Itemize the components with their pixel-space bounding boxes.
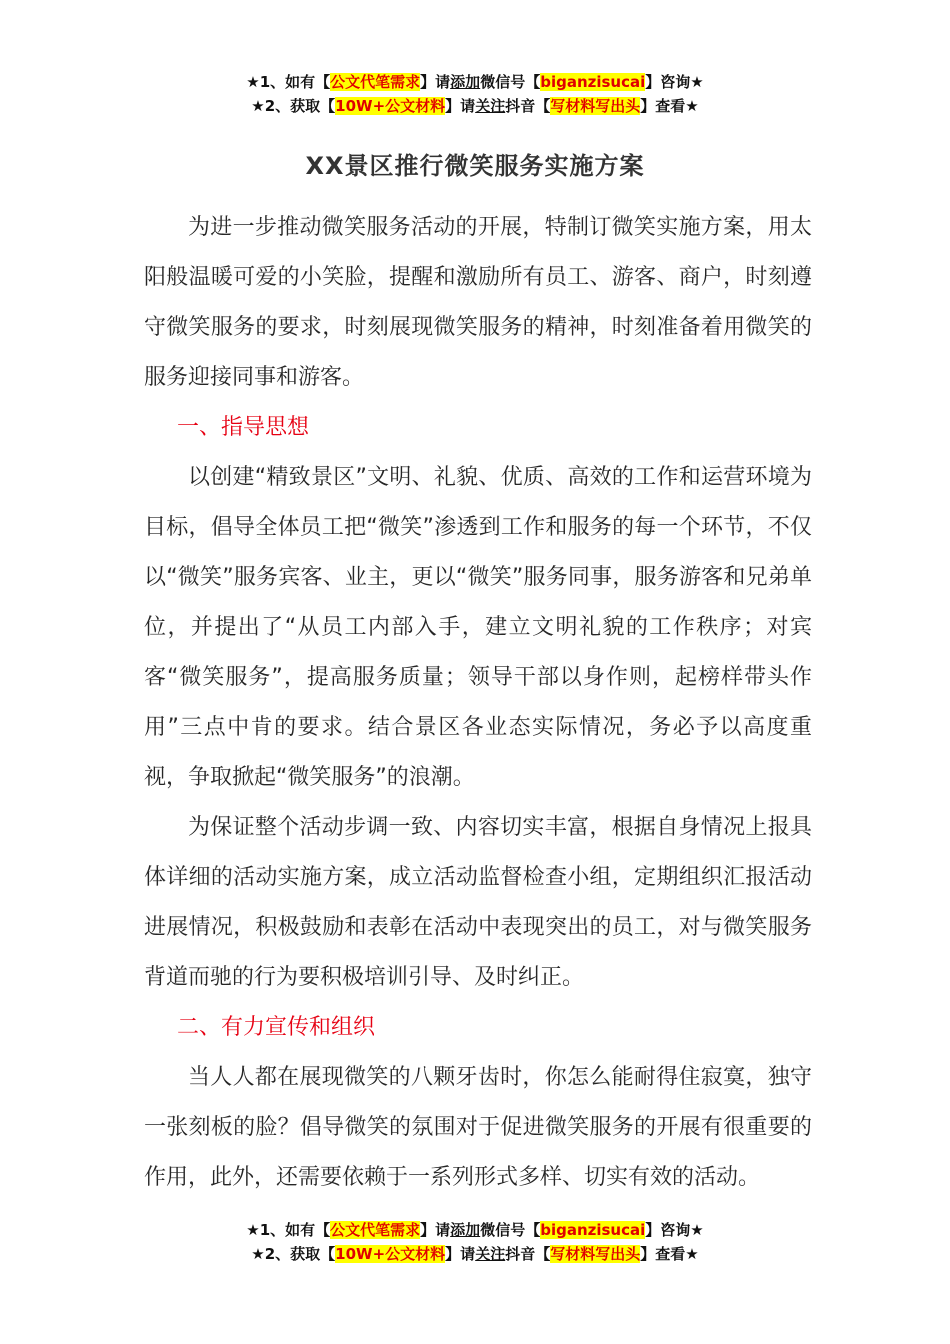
- promo-line-1: [0, 70, 950, 94]
- promo-text: 2、获取【: [264, 1245, 336, 1263]
- section1-paragraph-2: 为保证整个活动步调一致、内容切实丰富，根据自身情况上报具体详细的活动实施方案，成立活动监督检查小组，定期组织汇报活动进展情况，积极鼓励和表彰在活动中表现突出的员工，对与微笑服务背道而驰的行为要积极培训引导、及时纠正。: [144, 815, 812, 990]
- promo-text: 】咨询: [645, 1221, 691, 1239]
- promo-text: 】咨询: [645, 73, 691, 91]
- promo-banner-bottom: [0, 1218, 950, 1266]
- promo-text: 1、如有【: [259, 1221, 331, 1239]
- star-icon: ★: [251, 1245, 265, 1263]
- promo-banner-top: [0, 70, 950, 118]
- star-icon: ★: [690, 1221, 704, 1239]
- promo-text: 抖音【: [505, 97, 551, 115]
- promo-text: 】查看: [640, 1245, 686, 1263]
- document-title: XX景区推行微笑服务实施方案: [305, 152, 645, 180]
- highlight-text: 公文代笔需求: [330, 1221, 421, 1239]
- highlight-text: 10W+公文材料: [335, 1245, 446, 1263]
- highlight-text: 写材料写出头: [550, 97, 641, 115]
- section-heading-1: 一、指导思想: [177, 415, 310, 440]
- highlight-text: 公文代笔需求: [330, 73, 421, 91]
- promo-line-1: [0, 1218, 950, 1242]
- document-body: [144, 203, 812, 1203]
- star-icon: ★: [246, 1221, 260, 1239]
- section1-paragraph-1: 以创建“精致景区”文明、礼貌、优质、高效的工作和运营环境为目标，倡导全体员工把“微笑”渗透到工作和服务的每一个环节，不仅以“微笑”服务宾客、业主，更以“微笑”服务同事，服务游客和兄弟单位，并提出了“从员工内部入手，建立文明礼貌的工作秩序；对宾客“微笑服务”，提高服务质量；领导干部以身作则，起榜样带头作用”三点中肯的要求。结合景区各业态实际情况，务必予以高度重视，争取掀起“微笑服务”的浪潮。: [144, 465, 812, 790]
- promo-text: 】请: [445, 1245, 476, 1263]
- star-icon: ★: [685, 1245, 699, 1263]
- star-icon: ★: [690, 73, 704, 91]
- underlined-text: 关注: [475, 1245, 506, 1263]
- promo-text: 】请: [420, 1221, 451, 1239]
- promo-text: 1、如有【: [259, 73, 331, 91]
- promo-text: 2、获取【: [264, 97, 336, 115]
- section2-paragraph-1: 当人人都在展现微笑的八颗牙齿时，你怎么能耐得住寂寞，独守一张刻板的脸？倡导微笑的氛围对于促进微笑服务的开展有很重要的作用，此外，还需要依赖于一系列形式多样、切实有效的活动。: [144, 1065, 812, 1190]
- promo-text: 微信号【: [480, 73, 541, 91]
- promo-text: 微信号【: [480, 1221, 541, 1239]
- underlined-text: 关注: [475, 97, 506, 115]
- intro-paragraph: 为进一步推动微笑服务活动的开展，特制订微笑实施方案，用太阳般温暖可爱的小笑脸，提醒和激励所有员工、游客、商户，时刻遵守微笑服务的要求，时刻展现微笑服务的精神，时刻准备着用微笑的服务迎接同事和游客。: [144, 215, 812, 390]
- promo-text: 】查看: [640, 97, 686, 115]
- star-icon: ★: [685, 97, 699, 115]
- highlight-text: biganzisucai: [540, 1221, 646, 1239]
- promo-text: 抖音【: [505, 1245, 551, 1263]
- highlight-text: biganzisucai: [540, 73, 646, 91]
- underlined-text: 添加: [450, 73, 481, 91]
- highlight-text: 10W+公文材料: [335, 97, 446, 115]
- promo-line-2: [0, 1242, 950, 1266]
- section-heading-2: 二、有力宣传和组织: [177, 1015, 376, 1040]
- promo-text: 】请: [445, 97, 476, 115]
- star-icon: ★: [246, 73, 260, 91]
- highlight-text: 写材料写出头: [550, 1245, 641, 1263]
- underlined-text: 添加: [450, 1221, 481, 1239]
- star-icon: ★: [251, 97, 265, 115]
- promo-line-2: [0, 94, 950, 118]
- promo-text: 】请: [420, 73, 451, 91]
